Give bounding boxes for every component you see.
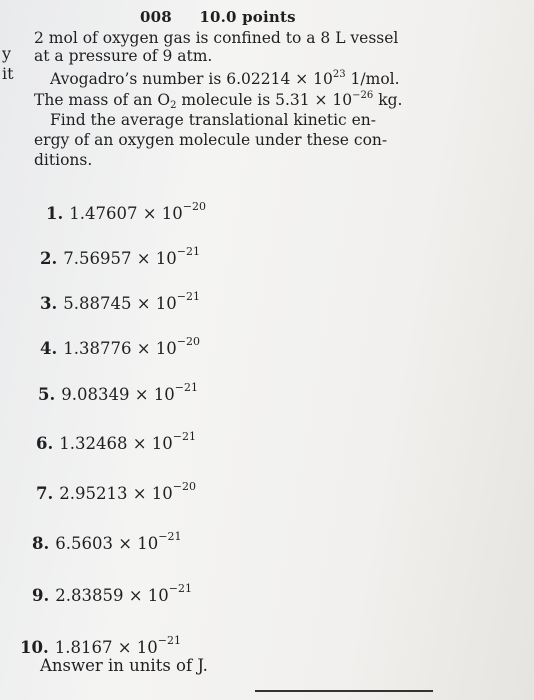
answer-line — [255, 690, 433, 692]
choice-number: 10. — [20, 638, 49, 657]
answer-choice[interactable] — [40, 335, 200, 358]
choice-number: 9. — [32, 586, 50, 605]
answer-choice[interactable] — [32, 582, 192, 605]
choice-exponent: −21 — [158, 530, 182, 543]
choice-mantissa: 2.83859 — [55, 586, 124, 605]
choice-mantissa: 7.56957 — [63, 249, 132, 268]
mass-unit: kg. — [373, 91, 403, 109]
choice-exponent: −20 — [182, 200, 207, 213]
choice-base: × 10 — [132, 434, 173, 453]
question-line: ditions. — [34, 151, 93, 169]
mass-mid-text: molecule is 5.31 × 10 — [176, 91, 353, 109]
avogadro-text: Avogadro’s number is 6.02214 × 10 — [50, 70, 333, 88]
answer-choice[interactable] — [32, 530, 182, 553]
answer-choice[interactable] — [36, 480, 196, 503]
question-points: 10.0 points — [199, 8, 296, 26]
choice-exponent: −21 — [168, 582, 193, 595]
choice-number: 8. — [32, 534, 50, 553]
choice-base: × 10 — [136, 294, 177, 313]
answer-choice[interactable] — [20, 634, 181, 657]
choice-base: × 10 — [136, 249, 177, 268]
choice-number: 7. — [36, 484, 54, 503]
question-line: ergy of an oxygen molecule under these con- — [34, 131, 388, 149]
choice-number: 1. — [46, 204, 64, 223]
question-line: Find the average translational kinetic en- — [50, 111, 377, 129]
answer-choice[interactable] — [40, 290, 200, 313]
choice-mantissa: 9.08349 — [61, 385, 130, 404]
choice-number: 2. — [40, 249, 58, 268]
choice-exponent: −21 — [176, 290, 201, 303]
choice-mantissa: 5.88745 — [63, 294, 132, 313]
avogadro-exponent: 23 — [332, 69, 346, 80]
avogadro-unit: 1/mol. — [345, 70, 400, 88]
choice-mantissa: 2.95213 — [59, 484, 128, 503]
mass-text: The mass of an O — [34, 91, 171, 109]
choice-number: 4. — [40, 339, 58, 358]
choice-exponent: −20 — [172, 480, 197, 493]
choice-mantissa: 1.38776 — [63, 339, 132, 358]
choice-exponent: −21 — [157, 634, 181, 647]
question-header — [140, 8, 296, 26]
choice-base: × 10 — [142, 204, 183, 223]
answer-choice[interactable] — [36, 430, 196, 453]
choice-exponent: −21 — [174, 381, 199, 394]
choice-mantissa: 1.47607 — [69, 204, 138, 223]
choice-base: × 10 — [118, 534, 159, 553]
choice-mantissa: 6.5603 — [55, 534, 113, 553]
choice-base: × 10 — [136, 339, 177, 358]
mass-exponent: −26 — [352, 90, 374, 101]
answer-choice[interactable] — [46, 200, 206, 223]
choice-exponent: −20 — [176, 335, 201, 348]
choice-number: 3. — [40, 294, 58, 313]
choice-mantissa: 1.8167 — [54, 638, 113, 657]
choice-mantissa: 1.32468 — [59, 434, 128, 453]
question-line — [50, 69, 400, 88]
choice-exponent: −21 — [172, 430, 197, 443]
o2-subscript: 2 — [170, 100, 177, 111]
question-number: 008 — [140, 8, 172, 26]
choice-exponent: −21 — [176, 245, 201, 258]
choice-number: 5. — [38, 385, 56, 404]
choice-base: × 10 — [128, 586, 169, 605]
margin-fragment: it — [2, 64, 14, 83]
margin-fragment: y — [2, 44, 12, 63]
answer-units-note: Answer in units of J. — [40, 656, 208, 675]
question-line: 2 mol of oxygen gas is confined to a 8 L vessel — [34, 29, 399, 47]
choice-base: × 10 — [134, 385, 175, 404]
question-line — [34, 90, 402, 111]
choice-base: × 10 — [117, 638, 158, 657]
question-line: at a pressure of 9 atm. — [34, 47, 213, 65]
answer-choice[interactable] — [40, 245, 200, 268]
choice-base: × 10 — [132, 484, 173, 503]
choice-number: 6. — [36, 434, 54, 453]
answer-choice[interactable] — [38, 381, 198, 404]
